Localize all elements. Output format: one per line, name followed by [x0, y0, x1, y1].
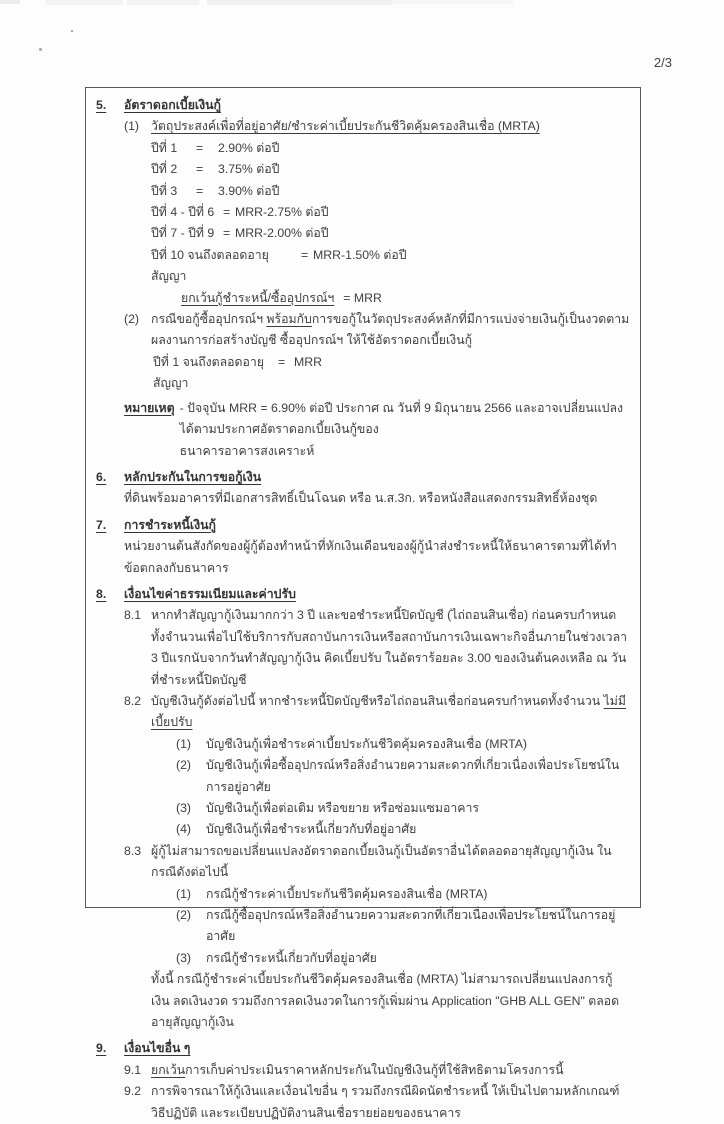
sub-item-2: [151, 755, 630, 798]
list-item-equipment-loan: [124, 309, 630, 395]
item-text: การพิจารณาให้กู้เงินและเงื่อนไขอื่น ๆ รวมถึงกรณีผิดนัดชำระหนี้ ให้เป็นไปตามหลักเกณฑ์ วิธีปฏิบัติ และระเบียบปฏิบัติงานสินเชื่อรายย่อยของธนาคาร: [151, 1084, 620, 1120]
list-item-8-3: [124, 841, 630, 1034]
note-line-1: - ปัจจุบัน MRR = 6.90% ต่อปี ประกาศ ณ วันที่ 9 มิถุนายน 2566 และอาจเปลี่ยนแปลงได้ตามประกาศอัตราดอกเบี้ยเงินกู้ของ: [179, 400, 624, 437]
section-8-fees-penalties: [96, 584, 630, 1034]
equals-sign: =: [223, 226, 231, 241]
section-heading: การชำระหนี้เงินกู้: [124, 517, 216, 532]
section-9-other-conditions: [96, 1038, 630, 1124]
sub-item-text: กรณีกู้ชำระหนี้เกี่ยวกับที่อยู่อาศัย: [206, 950, 377, 965]
rate-value: 2.90% ต่อปี: [218, 140, 280, 155]
sub-item-number: (3): [176, 801, 192, 815]
rate-label: ปีที่ 4 - ปีที่ 6: [151, 205, 215, 220]
rate-label: ปีที่ 10 จนถึงตลอดอายุสัญญา: [151, 247, 269, 284]
equals-sign: =: [223, 205, 231, 220]
rate-value: MRR-2.75% ต่อปี: [235, 205, 329, 220]
item-text-underlined: ยกเว้น: [151, 1062, 186, 1077]
section-5-interest-rates: [96, 95, 630, 462]
item-number: 8.1: [124, 608, 142, 623]
sub-item-number: (1): [176, 736, 192, 751]
closing-paragraph: ทั้งนี้ กรณีกู้ชำระค่าเบี้ยประกันชีวิตคุ้มครองสินเชื่อ (MRTA) ไม่สามารถเปลี่ยนแปลงการกู้เงิน ลดเงินงวด รวมถึงการลดเงินงวดในการกู้เพิ่มผ่าน Application "GHB ALL GEN" ตลอดอายุสัญญากู้เงิน: [151, 972, 620, 1030]
item-text-underlined: ไม่มีเบี้ยปรับ: [151, 693, 627, 730]
rate-label: ปีที่ 1: [151, 140, 178, 155]
rate-label: ปีที่ 1 จนถึงตลอดอายุสัญญา: [153, 354, 265, 391]
item-text-pre: บัญชีเงินกู้ดังต่อไปนี้ หากชำระหนี้ปิดบัญชีหรือไถ่ถอนสินเชื่อก่อนครบกำหนดทั้งจำนวน: [151, 693, 604, 708]
section-heading: อัตราดอกเบี้ยเงินกู้: [124, 98, 221, 112]
rate-row-year2: [151, 159, 630, 180]
rate-value: MRR-1.50% ต่อปี: [313, 247, 407, 262]
list-item-8-2: [124, 691, 630, 841]
sub-item-text: บัญชีเงินกู้เพื่อชำระค่าเบี้ยประกันชีวิตคุ้มครองสินเชื่อ (MRTA): [206, 736, 527, 751]
item-text: หากทำสัญญากู้เงินมากกว่า 3 ปี และขอชำระหนี้ปิดบัญชี (ไถ่ถอนสินเชื่อ) ก่อนครบกำหนดทั้งจำนวนเพื่อไปใช้บริการกับสถาบันการเงินหรือสถาบันการเงินเฉพาะกิจอื่นภายในช่วงเวลา 3 ปีแรกนับจากวันทำสัญญากู้เงิน คิดเบี้ยปรับ ในอัตราร้อยละ 3.00 ของเงินต้นคงเหลือ ณ วันที่ชำระหนี้ปิดบัญชี: [151, 608, 628, 687]
rate-row-year1: [151, 138, 630, 159]
section-number: 7.: [96, 517, 107, 532]
item-text: ผู้กู้ไม่สามารถขอเปลี่ยนแปลงอัตราดอกเบี้ยเงินกู้เป็นอัตราอื่นได้ตลอดอายุสัญญากู้เงิน ในกรณีดังต่อไปนี้: [151, 843, 612, 880]
sub-item-text: บัญชีเงินกู้เพื่อซื้ออุปกรณ์หรือสิ่งอำนวยความสะดวกที่เกี่ยวเนื่องเพื่อประโยชน์ในการอยู่อาศัย: [206, 758, 620, 794]
page-number: 2/3: [653, 55, 672, 70]
exception-value: = MRR: [343, 290, 382, 305]
rate-exception-row: [181, 288, 630, 309]
sub-item-3: [151, 798, 630, 819]
section-body-text: ที่ดินพร้อมอาคารที่มีเอกสารสิทธิ์เป็นโฉนด หรือ น.ส.3ก. หรือหนังสือแสดงกรรมสิทธิ์ห้องชุด: [124, 491, 598, 506]
section-7-repayment: [96, 515, 630, 579]
sub-item-number: (4): [176, 822, 192, 837]
rate-label: ปีที่ 7 - ปีที่ 9: [151, 226, 215, 241]
list-item-9-2: [124, 1081, 630, 1124]
scan-speck: [39, 48, 42, 51]
equals-sign: =: [301, 247, 309, 262]
scan-artifact: [392, 0, 513, 4]
section-body-text: หน่วยงานต้นสังกัดของผู้กู้ต้องทำหน้าที่หักเงินเดือนของผู้กู้นำส่งชำระหนี้ให้ธนาคารตามที่ได้ทำข้อตกลงกับธนาคาร: [124, 539, 617, 575]
rate-row-equipment: [151, 352, 630, 395]
item-number: 8.3: [124, 843, 142, 858]
scan-speck: [71, 30, 73, 32]
rate-value: 3.90% ต่อปี: [218, 183, 280, 198]
document-border-box: [85, 87, 641, 1120]
item-number: 8.2: [124, 693, 142, 708]
item-text-post: การขอกู้ในวัตถุประสงค์หลักที่มีการแบ่งจ่ายเงินกู้เป็นงวดตามผลงานการก่อสร้างบัญชี ซื้ออุปกรณ์ฯ ให้ใช้อัตราดอกเบี้ยเงินกู้: [151, 312, 630, 348]
rate-row-year3: [151, 181, 630, 202]
rate-label: ปีที่ 2: [151, 162, 178, 177]
note-block: [124, 398, 630, 462]
equals-sign: =: [196, 140, 204, 155]
rate-row-year7-9: [151, 223, 630, 244]
list-item-purpose-mrta: [124, 116, 630, 309]
item-number: (2): [124, 312, 140, 327]
rate-value: MRR: [294, 354, 323, 369]
item-number: (1): [124, 119, 140, 134]
rate-value: 3.75% ต่อปี: [218, 162, 280, 177]
sub-item-number: (2): [176, 908, 192, 923]
sub-item-2: [151, 905, 630, 948]
list-item-8-1: [124, 605, 630, 691]
scan-artifact: [46, 0, 123, 5]
section-6-collateral: [96, 467, 630, 510]
sub-item-number: (2): [176, 758, 192, 773]
scan-artifact: [127, 0, 199, 5]
item-text-post: การเก็บค่าประเมินราคาหลักประกันในบัญชีเงินกู้ที่ใช้สิทธิตามโครงการนี้: [185, 1062, 564, 1077]
section-number: 9.: [96, 1041, 107, 1056]
equals-sign: =: [196, 162, 204, 177]
sub-item-1: [151, 884, 630, 905]
sub-item-3: [151, 948, 630, 969]
list-item-9-1: [124, 1060, 630, 1081]
sub-item-text: บัญชีเงินกู้เพื่อชำระหนี้เกี่ยวกับที่อยู่อาศัย: [206, 822, 417, 837]
item-title: วัตถุประสงค์เพื่อที่อยู่อาศัย/ชำระค่าเบี้ยประกันชีวิตคุ้มครองสินเชื่อ (MRTA): [151, 119, 540, 134]
section-number: 6.: [96, 469, 107, 484]
rate-label: ปีที่ 3: [151, 183, 178, 198]
section-heading: หลักประกันในการขอกู้เงิน: [124, 469, 262, 484]
section-heading: เงื่อนไขอื่น ๆ: [124, 1041, 191, 1056]
note-line-2: ธนาคารอาคารสงเคราะห์: [179, 443, 315, 458]
rate-row-year4-6: [151, 202, 630, 223]
equals-sign: =: [196, 183, 204, 198]
sub-item-text: บัญชีเงินกู้เพื่อต่อเติม หรือขยาย หรือซ่อมแซมอาคาร: [206, 801, 480, 815]
rate-value: MRR-2.00% ต่อปี: [235, 226, 329, 241]
section-number: 8.: [96, 586, 107, 601]
item-text-underlined: พร้อมกับ: [266, 312, 312, 327]
sub-item-text: กรณีกู้ซื้ออุปกรณ์หรือสิ่งอำนวยความสะดวกที่เกี่ยวเนื่องเพื่อประโยชน์ในการอยู่อาศัย: [206, 908, 616, 944]
sub-item-4: [151, 819, 630, 840]
item-text-pre: กรณีขอกู้ซื้ออุปกรณ์ฯ: [151, 312, 267, 327]
rate-row-year10: [151, 245, 630, 288]
section-heading: เงื่อนไขค่าธรรมเนียมและค่าปรับ: [124, 586, 296, 601]
sub-item-number: (3): [176, 950, 192, 965]
sub-item-number: (1): [176, 886, 192, 901]
sub-item-1: [151, 734, 630, 755]
sub-item-text: กรณีกู้ชำระค่าเบี้ยประกันชีวิตคุ้มครองสินเชื่อ (MRTA): [206, 886, 488, 901]
exception-underlined-text: ยกเว้นกู้ชำระหนี้/ซื้ออุปกรณ์ฯ: [181, 290, 335, 305]
item-number: 9.1: [124, 1062, 142, 1077]
scan-artifact: [207, 0, 392, 5]
section-number: 5.: [96, 98, 107, 112]
item-number: 9.2: [124, 1084, 142, 1099]
scan-artifact: [0, 0, 20, 4]
equals-sign: =: [278, 354, 286, 369]
note-label: หมายเหตุ: [124, 400, 175, 415]
